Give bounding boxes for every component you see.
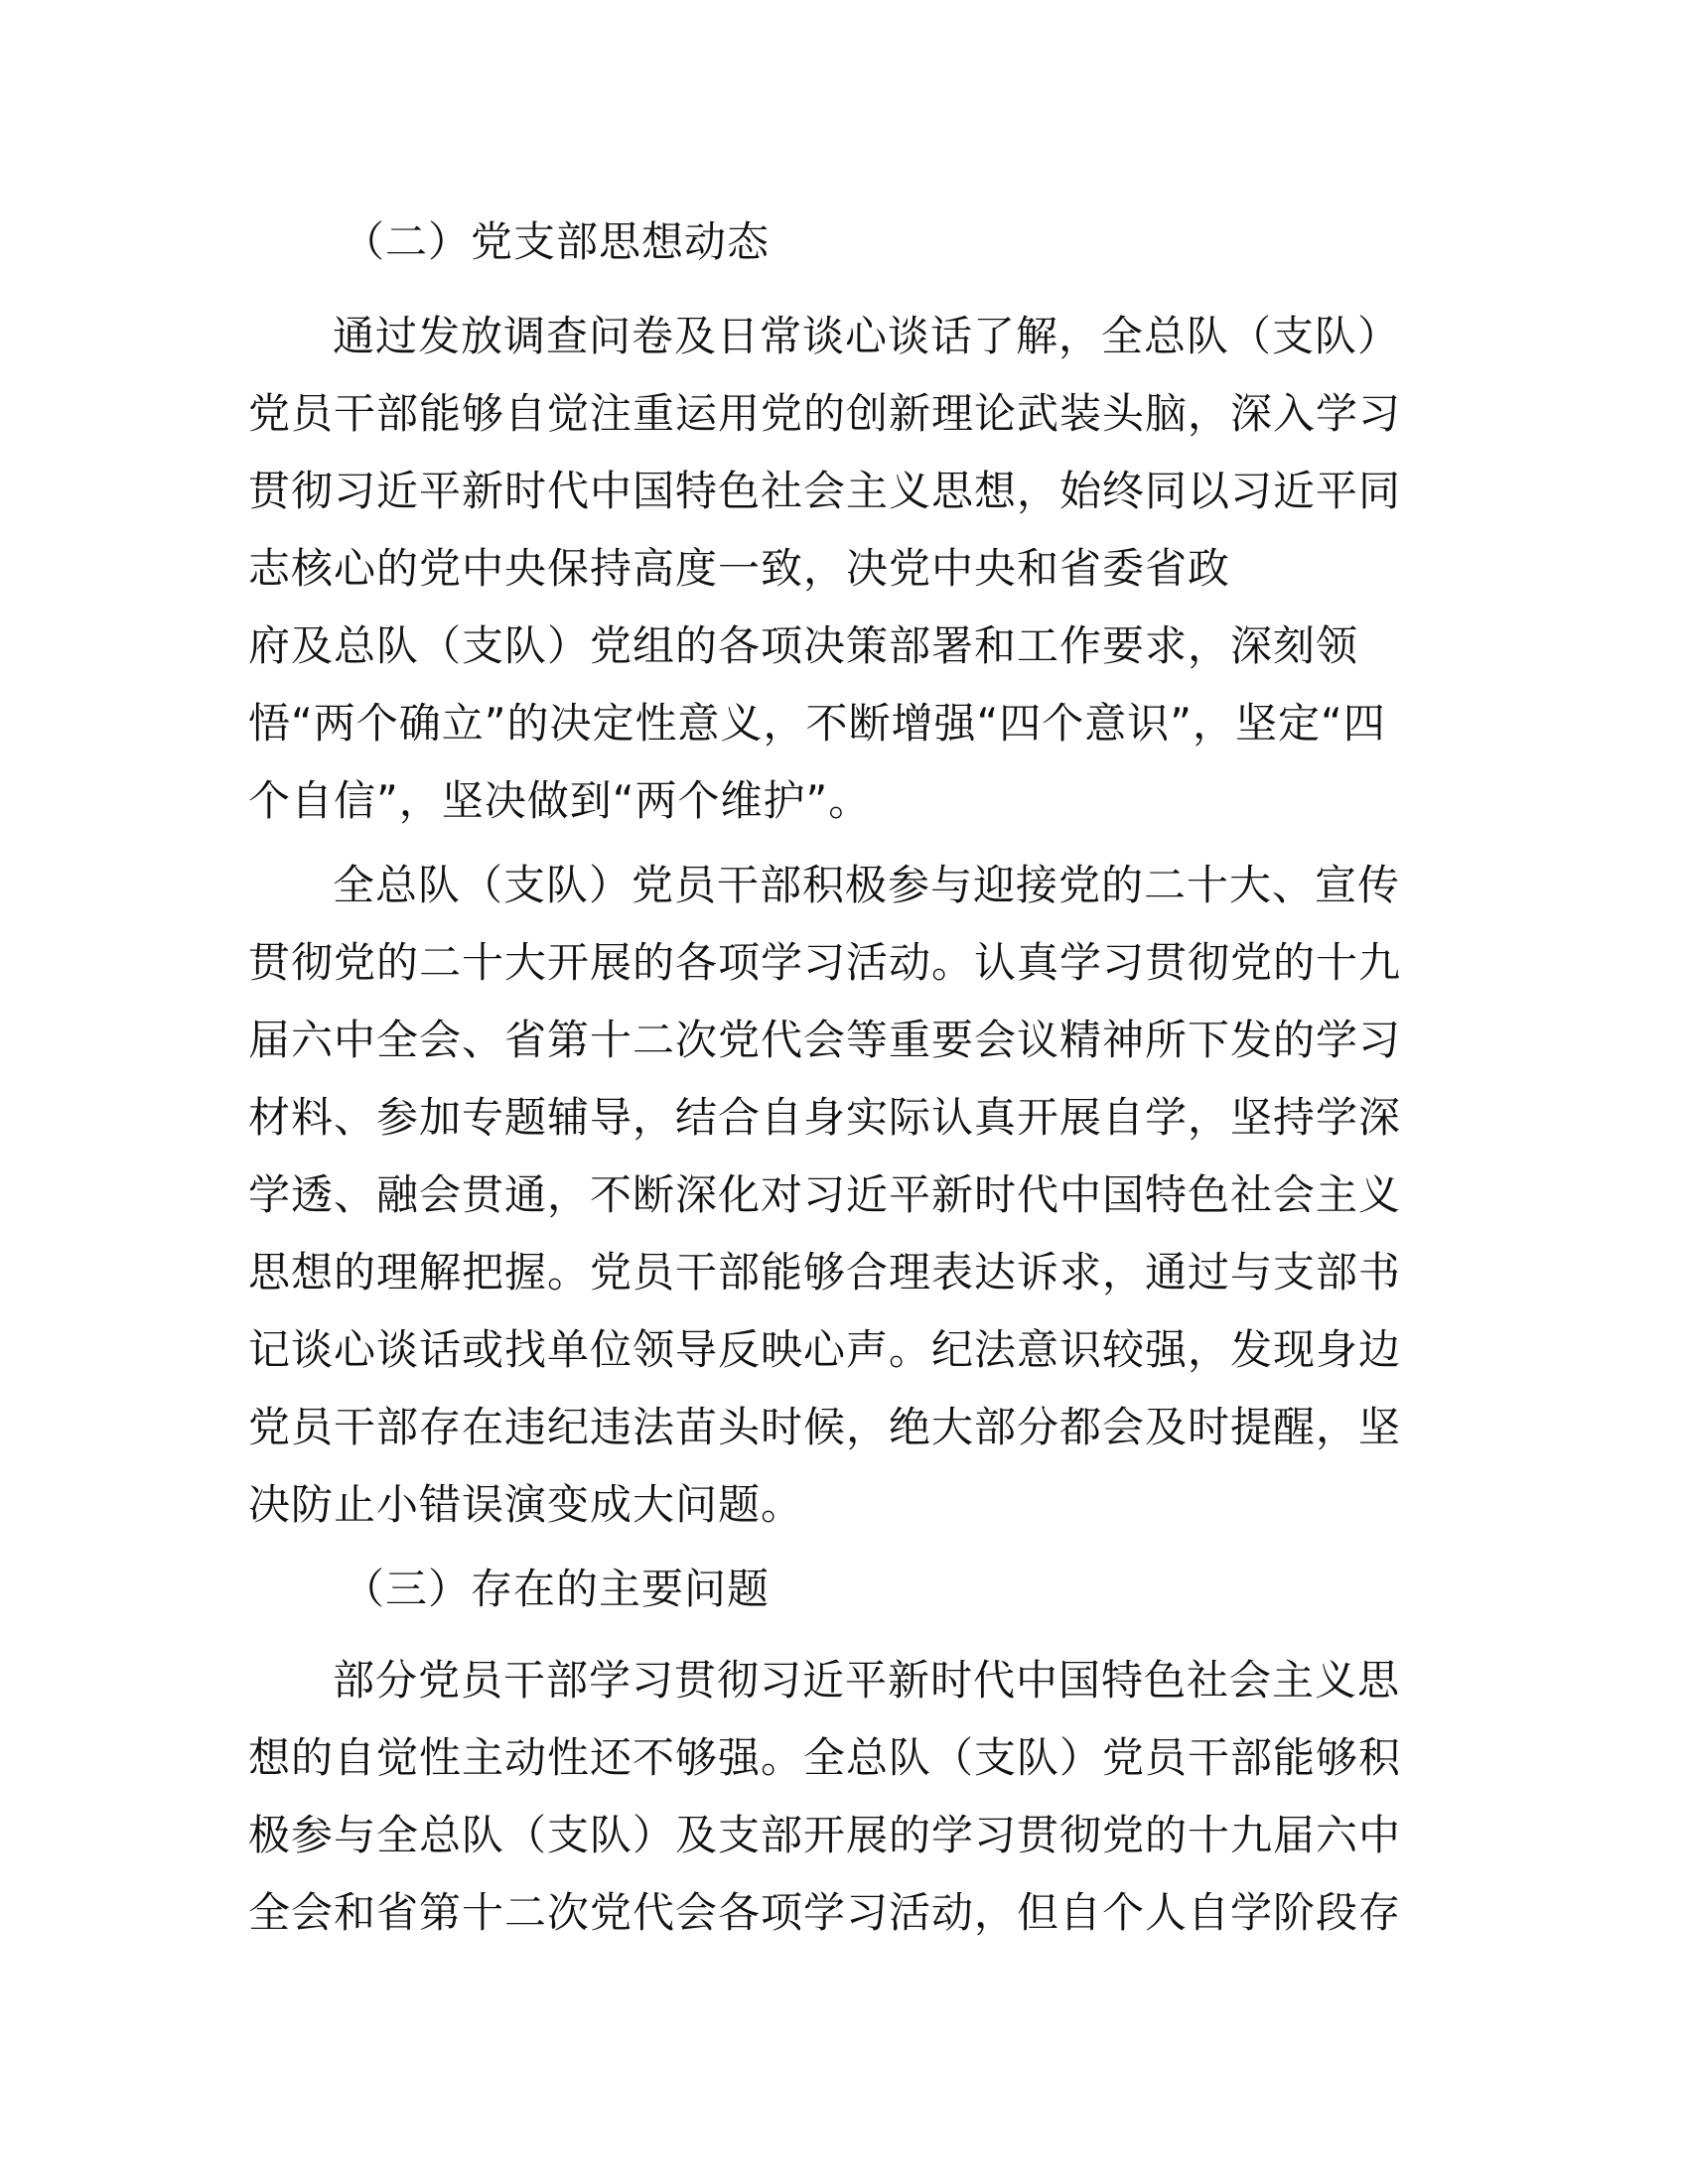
paragraph-1-line-7: 个自信”，坚决做到“两个维护”。 [248, 776, 872, 825]
paragraph-2-line-7: 记谈心谈话或找单位领导反映心声。纪法意识较强，发现身边 [248, 1325, 1402, 1374]
paragraph-1-line-2: 党员干部能够自觉注重运用党的创新理论武装头脑，深入学习 [248, 389, 1402, 438]
paragraph-2-line-6: 思想的理解把握。党员干部能够合理表达诉求，通过与支部书 [248, 1248, 1402, 1297]
paragraph-1-line-4: 志核心的党中央保持高度一致，决党中央和省委省政 [248, 544, 1231, 593]
paragraph-2-line-1: 全总队（支队）党员干部积极参与迎接党的二十大、宣传 [333, 861, 1401, 909]
paragraph-2-line-5: 学透、融会贯通，不断深化对习近平新时代中国特色社会主义 [248, 1170, 1402, 1219]
paragraph-3-line-2: 想的自觉性主动性还不够强。全总队（支队）党员干部能够积 [248, 1733, 1402, 1782]
paragraph-2-line-2: 贯彻党的二十大开展的各项学习活动。认真学习贯彻党的十九 [248, 938, 1402, 987]
paragraph-1-line-6: 悟“两个确立”的决定性意义，不断增强“四个意识”，坚定“四 [248, 699, 1386, 748]
paragraph-1-line-3: 贯彻习近平新时代中国特色社会主义思想，始终同以习近平同 [248, 467, 1402, 515]
paragraph-1-line-1: 通过发放调查问卷及日常谈心谈话了解，全总队（支队） [333, 312, 1401, 360]
section-heading-3: （三）存在的主要问题 [343, 1565, 771, 1613]
paragraph-2-line-8: 党员干部存在违纪违法苗头时候，绝大部分都会及时提醒，坚 [248, 1403, 1402, 1451]
paragraph-2-line-4: 材料、参加专题辅导，结合自身实际认真开展自学，坚持学深 [248, 1093, 1402, 1142]
paragraph-3-line-1: 部分党员干部学习贯彻习近平新时代中国特色社会主义思 [333, 1656, 1401, 1705]
paragraph-3-line-4: 全会和省第十二次党代会各项学习活动，但自个人自学阶段存 [248, 1888, 1402, 1937]
paragraph-2-line-3: 届六中全会、省第十二次党代会等重要会议精神所下发的学习 [248, 1016, 1402, 1064]
paragraph-2-line-9: 决防止小错误演变成大问题。 [248, 1480, 804, 1529]
section-heading-2: （二）党支部思想动态 [343, 217, 771, 266]
paragraph-1-line-5: 府及总队（支队）党组的各项决策部署和工作要求，深刻领 [248, 621, 1359, 670]
paragraph-3-line-3: 极参与全总队（支队）及支部开展的学习贯彻党的十九届六中 [248, 1811, 1402, 1859]
